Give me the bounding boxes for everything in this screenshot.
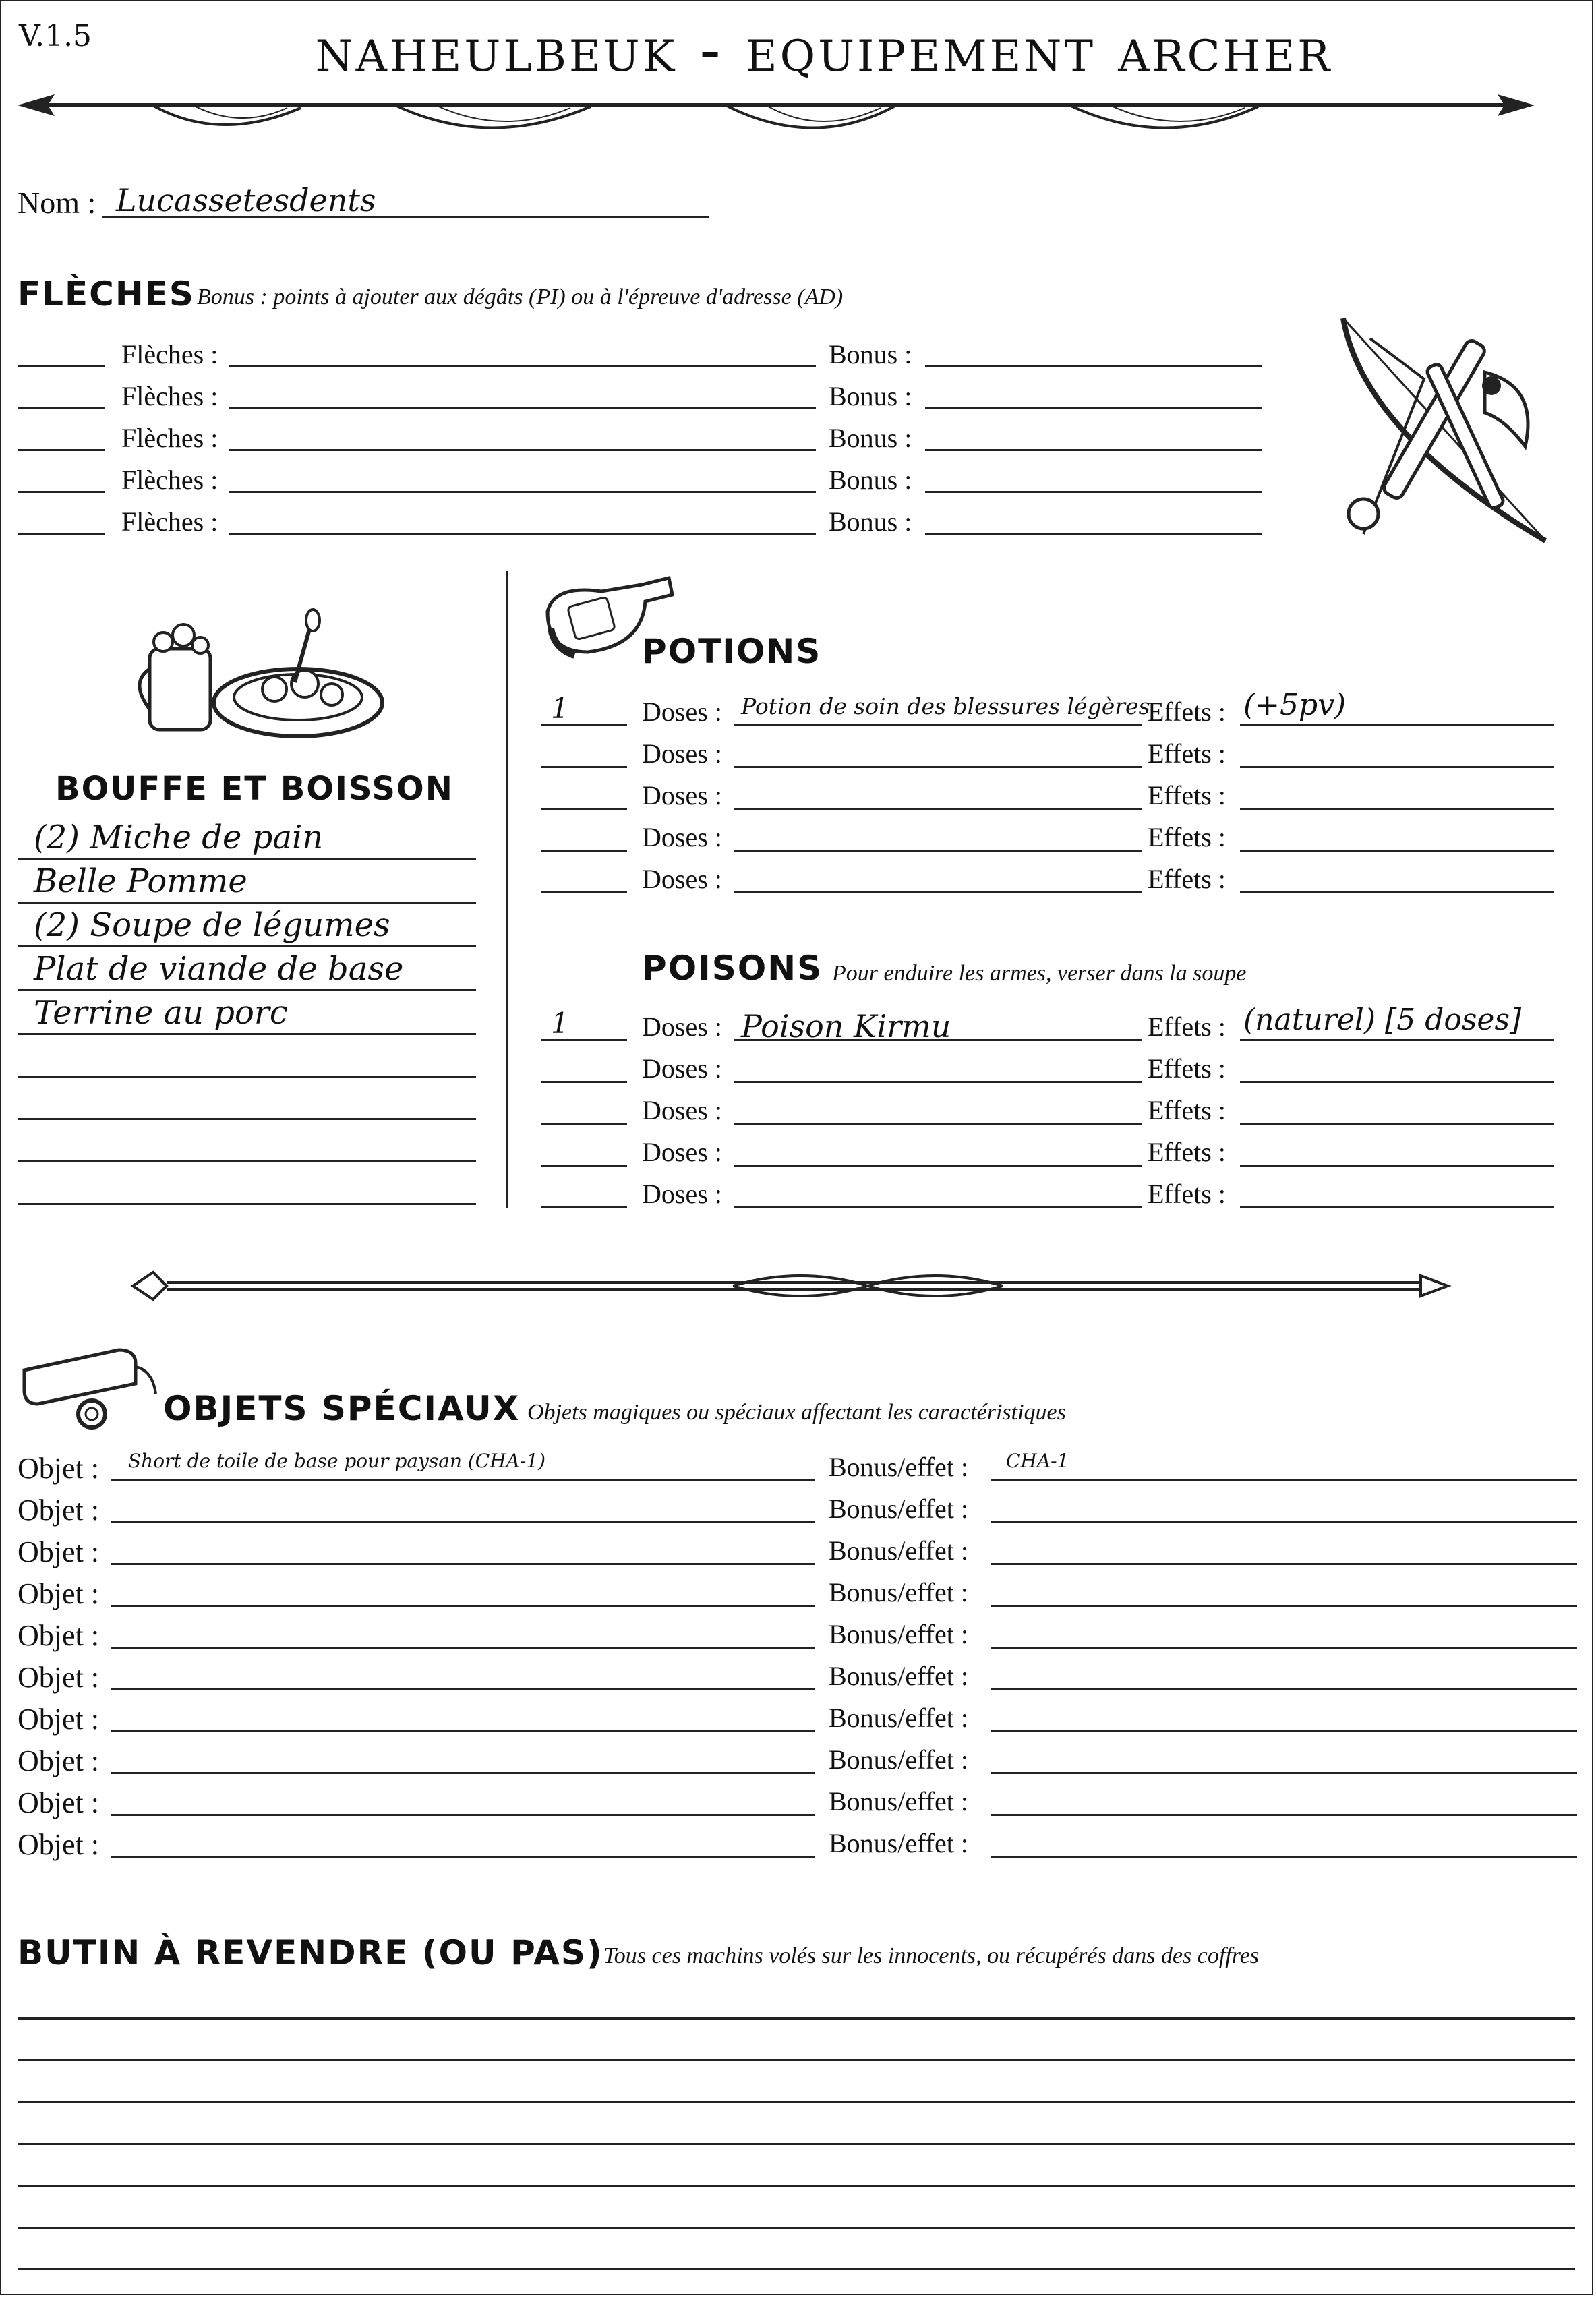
- poisons-effect[interactable]: (naturel) [5 doses]: [1243, 1003, 1522, 1037]
- poisons-subtitle: Pour enduire les armes, verser dans la soupe: [832, 961, 1247, 986]
- objets-subtitle: Objets magiques ou spéciaux affectant les caractéristiques: [527, 1400, 1066, 1425]
- potions-effect[interactable]: (+5pv): [1243, 688, 1347, 722]
- bouffe-item[interactable]: Terrine au porc: [34, 994, 288, 1032]
- potions-name[interactable]: Potion de soin des blessures légères: [741, 693, 1150, 719]
- fleches-label: Flèches :: [121, 423, 218, 453]
- poisons-qty-line[interactable]: [541, 1081, 627, 1083]
- potions-effect-line[interactable]: [1240, 766, 1554, 768]
- poisons-name-line[interactable]: [734, 1206, 1142, 1208]
- fleches-label: Flèches :: [121, 339, 218, 370]
- fleches-bonus-line[interactable]: [925, 365, 1262, 367]
- potions-effect-line[interactable]: [1240, 850, 1554, 852]
- potions-name-line[interactable]: [734, 724, 1142, 726]
- bouffe-line[interactable]: [18, 1118, 476, 1120]
- objet-name-line[interactable]: [111, 1772, 815, 1774]
- potions-name-line[interactable]: [734, 891, 1142, 893]
- objet-effect-line[interactable]: [991, 1772, 1577, 1774]
- potions-qty-line[interactable]: [541, 808, 627, 810]
- poisons-name-line[interactable]: [734, 1123, 1142, 1125]
- butin-line[interactable]: [18, 2101, 1575, 2103]
- objets-title: OBJETS SPÉCIAUX: [163, 1389, 521, 1428]
- objet-label: Objet :: [18, 1619, 99, 1652]
- fleches-name-line[interactable]: [229, 491, 816, 493]
- poisons-effets-label: Effets :: [1148, 1011, 1226, 1042]
- potions-effets-label: Effets :: [1148, 864, 1226, 894]
- butin-line[interactable]: [18, 2268, 1575, 2270]
- objet-effect[interactable]: CHA-1: [1006, 1450, 1069, 1472]
- potions-qty-line[interactable]: [541, 766, 627, 768]
- fleches-qty-line[interactable]: [18, 407, 105, 409]
- bouffe-item[interactable]: Plat de viande de base: [34, 950, 404, 988]
- potions-title: POTIONS: [642, 632, 822, 671]
- potions-qty[interactable]: 1: [551, 692, 569, 725]
- fleches-bonus-line[interactable]: [925, 449, 1262, 451]
- potions-effets-label: Effets :: [1148, 822, 1226, 852]
- fleches-name-line[interactable]: [229, 449, 816, 451]
- objet-effect-line[interactable]: [991, 1605, 1577, 1607]
- potions-effect-line[interactable]: [1240, 724, 1554, 726]
- poisons-doses-label: Doses :: [642, 1179, 722, 1209]
- poisons-effect-line[interactable]: [1240, 1165, 1554, 1167]
- potions-effect-line[interactable]: [1240, 808, 1554, 810]
- objet-bonus-label: Bonus/effet :: [829, 1744, 969, 1775]
- fleches-bonus-line[interactable]: [925, 407, 1262, 409]
- objet-bonus-label: Bonus/effet :: [829, 1535, 969, 1566]
- objet-label: Objet :: [18, 1703, 99, 1736]
- objet-name-line[interactable]: [111, 1521, 815, 1523]
- poisons-name[interactable]: Poison Kirmu: [741, 1008, 951, 1044]
- poisons-effets-label: Effets :: [1148, 1137, 1226, 1167]
- food-plate-icon: [136, 608, 386, 743]
- potions-doses-label: Doses :: [642, 864, 722, 894]
- nom-label: Nom :: [18, 185, 96, 220]
- objet-name-line[interactable]: [111, 1647, 815, 1649]
- objet-label: Objet :: [18, 1828, 99, 1861]
- objet-bonus-label: Bonus/effet :: [829, 1452, 969, 1482]
- objet-effect-line[interactable]: [991, 1814, 1577, 1816]
- fleches-bonus-label: Bonus :: [829, 506, 912, 537]
- poisons-doses-label: Doses :: [642, 1011, 722, 1042]
- objet-bonus-label: Bonus/effet :: [829, 1494, 969, 1524]
- column-divider: [506, 571, 508, 1208]
- fleches-label: Flèches :: [121, 506, 218, 537]
- bouffe-item[interactable]: (2) Miche de pain: [34, 819, 324, 856]
- poisons-effets-label: Effets :: [1148, 1053, 1226, 1084]
- fleches-qty-line[interactable]: [18, 449, 105, 451]
- potions-effect-line[interactable]: [1240, 891, 1554, 893]
- objet-effect-line[interactable]: [991, 1688, 1577, 1690]
- objet-bonus-label: Bonus/effet :: [829, 1577, 969, 1608]
- version-label: V.1.5: [19, 19, 92, 53]
- objet-effect-line[interactable]: [991, 1647, 1577, 1649]
- objet-label: Objet :: [18, 1786, 99, 1819]
- objet-bonus-label: Bonus/effet :: [829, 1661, 969, 1691]
- potions-qty-line[interactable]: [541, 891, 627, 893]
- butin-line[interactable]: [18, 2143, 1575, 2145]
- bouffe-line[interactable]: [18, 1033, 476, 1035]
- objet-label: Objet :: [18, 1744, 99, 1777]
- objet-name-line[interactable]: [111, 1730, 815, 1732]
- bouffe-item[interactable]: (2) Soupe de légumes: [34, 906, 390, 944]
- objet-bonus-label: Bonus/effet :: [829, 1703, 969, 1733]
- bouffe-line[interactable]: [18, 989, 476, 991]
- bouffe-line[interactable]: [18, 858, 476, 860]
- butin-subtitle: Tous ces machins volés sur les innocents, ou récupérés dans des coffres: [603, 1943, 1260, 1968]
- poisons-doses-label: Doses :: [642, 1053, 722, 1084]
- staff-divider: [126, 1262, 1461, 1309]
- poisons-qty[interactable]: 1: [551, 1007, 569, 1040]
- fleches-bonus-line[interactable]: [925, 491, 1262, 493]
- scroll-ring-icon: [18, 1343, 159, 1431]
- butin-line[interactable]: [18, 2017, 1575, 2020]
- bouffe-title: BOUFFE ET BOISSON: [55, 770, 454, 808]
- objet-effect-line[interactable]: [991, 1856, 1577, 1858]
- potions-name-line[interactable]: [734, 766, 1142, 768]
- fleches-bonus-label: Bonus :: [829, 465, 912, 495]
- fleches-bonus-label: Bonus :: [829, 339, 912, 370]
- fleches-qty-line[interactable]: [18, 491, 105, 493]
- fleches-title: FLÈCHES: [18, 274, 195, 314]
- butin-title: BUTIN À REVENDRE (OU PAS): [18, 1933, 603, 1972]
- objet-name-line[interactable]: [111, 1605, 815, 1607]
- bouffe-line[interactable]: [18, 1160, 476, 1162]
- poisons-qty-line[interactable]: [541, 1123, 627, 1125]
- potions-doses-label: Doses :: [642, 697, 722, 727]
- butin-line[interactable]: [18, 2185, 1575, 2187]
- potions-doses-label: Doses :: [642, 822, 722, 852]
- poisons-effect-line[interactable]: [1240, 1081, 1554, 1083]
- objet-effect-line[interactable]: [991, 1521, 1577, 1523]
- potions-effets-label: Effets :: [1148, 738, 1226, 769]
- fleches-qty-line[interactable]: [18, 533, 105, 535]
- potions-name-line[interactable]: [734, 808, 1142, 810]
- butin-line[interactable]: [18, 2059, 1575, 2061]
- potions-effets-label: Effets :: [1148, 697, 1226, 727]
- poisons-effect-line[interactable]: [1240, 1123, 1554, 1125]
- fleches-bonus-label: Bonus :: [829, 381, 912, 411]
- fleches-name-line[interactable]: [229, 407, 816, 409]
- fleches-name-line[interactable]: [229, 533, 816, 535]
- bouffe-line[interactable]: [18, 1203, 476, 1205]
- butin-line[interactable]: [18, 2227, 1575, 2229]
- objet-label: Objet :: [18, 1494, 99, 1527]
- poisons-name-line[interactable]: [734, 1165, 1142, 1167]
- bouffe-line[interactable]: [18, 902, 476, 904]
- nom-value[interactable]: Lucassetesdents: [116, 182, 376, 218]
- potions-doses-label: Doses :: [642, 780, 722, 811]
- poisons-doses-label: Doses :: [642, 1137, 722, 1167]
- objet-bonus-label: Bonus/effet :: [829, 1828, 969, 1858]
- page-title: naheulbeuk - equipement archer: [315, 13, 1333, 86]
- potions-effets-label: Effets :: [1148, 780, 1226, 811]
- poisons-name-line[interactable]: [734, 1081, 1142, 1083]
- poisons-qty-line[interactable]: [541, 1165, 627, 1167]
- potions-qty-line[interactable]: [541, 850, 627, 852]
- objet-name-line[interactable]: [111, 1479, 815, 1481]
- bouffe-line[interactable]: [18, 945, 476, 947]
- objet-name[interactable]: Short de toile de base pour paysan (CHA-1): [128, 1450, 546, 1472]
- objet-name-line[interactable]: [111, 1688, 815, 1690]
- objet-label: Objet :: [18, 1452, 99, 1485]
- bouffe-item[interactable]: Belle Pomme: [34, 862, 247, 900]
- objet-bonus-label: Bonus/effet :: [829, 1619, 969, 1649]
- poisons-effect-line[interactable]: [1240, 1206, 1554, 1208]
- objet-label: Objet :: [18, 1577, 99, 1610]
- fleches-qty-line[interactable]: [18, 365, 105, 367]
- potions-doses-label: Doses :: [642, 738, 722, 769]
- poisons-effect-line[interactable]: [1240, 1039, 1554, 1041]
- objet-effect-line[interactable]: [991, 1479, 1577, 1481]
- objet-label: Objet :: [18, 1535, 99, 1568]
- objet-name-line[interactable]: [111, 1856, 815, 1858]
- poisons-title: POISONS: [642, 949, 823, 988]
- objet-effect-line[interactable]: [991, 1730, 1577, 1732]
- fleches-label: Flèches :: [121, 381, 218, 411]
- objet-effect-line[interactable]: [991, 1563, 1577, 1565]
- poisons-effets-label: Effets :: [1148, 1095, 1226, 1125]
- bouffe-line[interactable]: [18, 1076, 476, 1078]
- poisons-qty-line[interactable]: [541, 1206, 627, 1208]
- fleches-bonus-label: Bonus :: [829, 423, 912, 453]
- fleches-bonus-line[interactable]: [925, 533, 1262, 535]
- objet-label: Objet :: [18, 1661, 99, 1694]
- arrow-vine-divider: [18, 89, 1535, 143]
- crossed-sword-bow-icon: [1323, 312, 1566, 554]
- fleches-label: Flèches :: [121, 465, 218, 495]
- objet-name-line[interactable]: [111, 1563, 815, 1565]
- objet-name-line[interactable]: [111, 1814, 815, 1816]
- poisons-doses-label: Doses :: [642, 1095, 722, 1125]
- poisons-effets-label: Effets :: [1148, 1179, 1226, 1209]
- potions-name-line[interactable]: [734, 850, 1142, 852]
- fleches-subtitle: Bonus : points à ajouter aux dégâts (PI) ou à l'épreuve d'adresse (AD): [197, 285, 844, 310]
- objet-bonus-label: Bonus/effet :: [829, 1786, 969, 1817]
- fleches-name-line[interactable]: [229, 365, 816, 367]
